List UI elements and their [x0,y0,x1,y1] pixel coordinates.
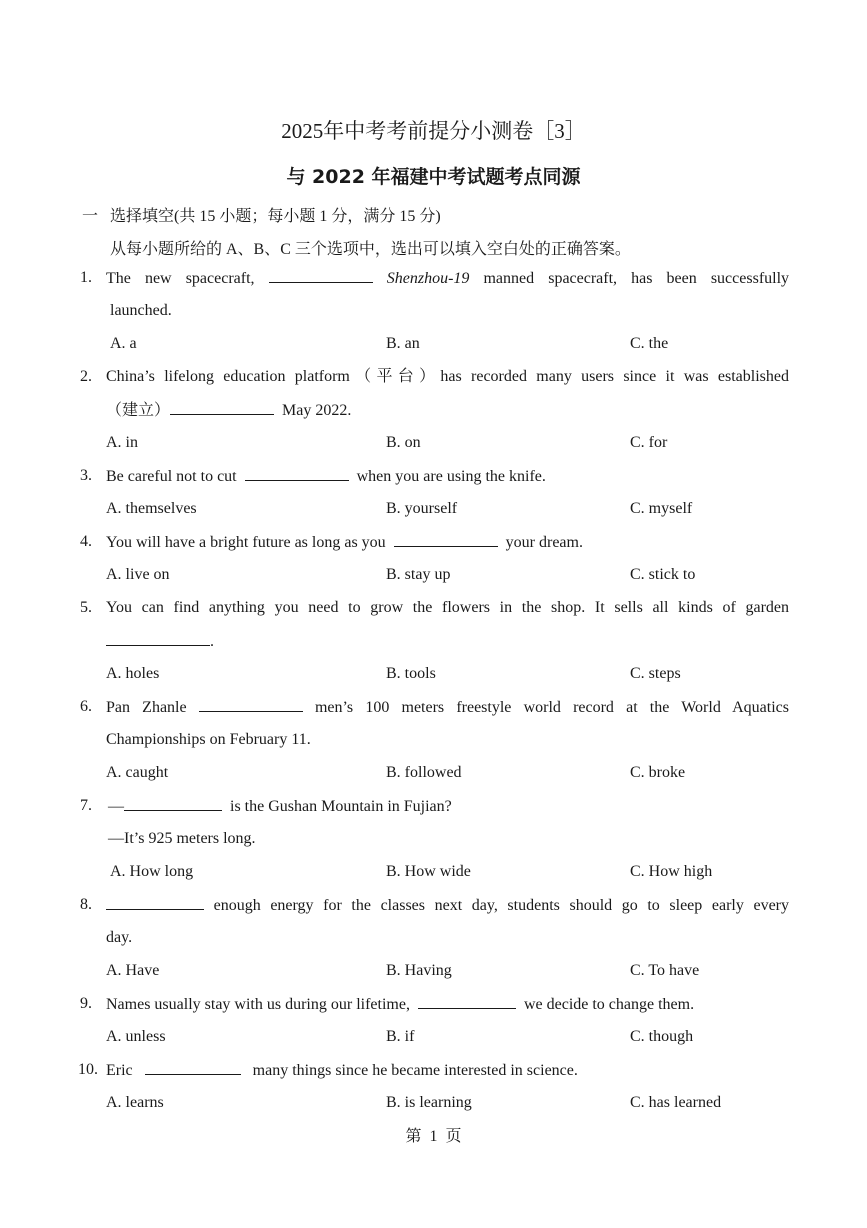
option-a[interactable]: A. caught [106,764,169,781]
question-number: 9. [80,995,92,1012]
question-5 [0,596,867,620]
answer-blank[interactable] [394,530,498,547]
option-c[interactable]: C. To have [630,962,700,979]
question-8-continued: day. [106,929,133,946]
question-10 [0,1058,867,1082]
question-text: Be careful not to cut when you are using the knife. [106,464,789,489]
question-text: Pan Zhanle men’s 100 meters freestyle world record at the World Aquatics [106,695,789,720]
question-1-continued: launched. [110,302,172,319]
answer-blank[interactable] [199,695,303,712]
question-number: 7. [80,797,92,814]
section-number: 一 [82,208,99,225]
question-4 [0,530,867,554]
question-7 [0,794,867,818]
section-heading [82,203,441,226]
question-number: 3. [80,467,92,484]
question-8 [0,893,867,917]
question-text: enough energy for the classes next day, students should go to sleep early every [106,893,789,918]
question-2 [0,365,867,389]
question-number: 4. [80,533,92,550]
question-10-options [0,1091,867,1115]
question-4-options [0,563,867,587]
option-c[interactable]: C. for [630,434,668,451]
question-2-continued: （建立） May 2022. [0,398,867,422]
option-a[interactable]: A. How long [110,863,194,880]
option-b[interactable]: B. How wide [386,863,471,880]
question-6 [0,695,867,719]
answer-blank[interactable] [170,398,274,415]
question-6-options [0,761,867,785]
option-b[interactable]: B. is learning [386,1094,472,1111]
page-number: 1 [429,1128,438,1145]
question-2-options [0,431,867,455]
option-c[interactable]: C. though [630,1028,694,1045]
option-a[interactable]: A. unless [106,1028,166,1045]
question-number: 5. [80,599,92,616]
question-number: 8. [80,896,92,913]
option-b[interactable]: B. if [386,1028,415,1045]
option-c[interactable]: C. has learned [630,1094,722,1111]
question-9-options [0,1025,867,1049]
question-text: Eric many things since he became interested in science. [106,1058,789,1083]
option-a[interactable]: A. learns [106,1094,164,1111]
exam-subtitle: 与 2022 年福建中考试题考点同源 [286,166,581,188]
option-c[interactable]: C. stick to [630,566,696,583]
option-a[interactable]: A. a [110,335,137,352]
option-a[interactable]: A. live on [106,566,170,583]
question-text: China’s lifelong education platform（平台）has recorded many users since it was established [106,368,789,385]
option-a[interactable]: A. holes [106,665,160,682]
option-b[interactable]: B. on [386,434,421,451]
option-c[interactable]: C. steps [630,665,681,682]
page-footer: 第 1 页 [405,1128,462,1145]
option-b[interactable]: B. yourself [386,500,458,517]
question-number: 10. [78,1061,98,1078]
option-b[interactable]: B. tools [386,665,436,682]
question-number: 6. [80,698,92,715]
option-c[interactable]: C. the [630,335,669,352]
question-text: Names usually stay with us during our lifetime, we decide to change them. [106,992,789,1017]
question-9 [0,992,867,1016]
question-number: 2. [80,368,92,385]
option-b[interactable]: B. stay up [386,566,451,583]
option-c[interactable]: C. broke [630,764,686,781]
question-3 [0,464,867,488]
option-b[interactable]: B. Having [386,962,452,979]
option-c[interactable]: C. myself [630,500,693,517]
question-number: 1. [80,269,92,286]
section-instruction: 从每小题所给的 A、B、C 三个选项中，选出可以填入空白处的正确答案。 [110,241,631,258]
answer-blank[interactable] [245,464,349,481]
answer-blank[interactable] [106,629,210,646]
question-6-continued: Championships on February 11. [106,731,311,748]
answer-blank[interactable] [124,794,222,811]
question-8-options [0,959,867,983]
option-a[interactable]: A. Have [106,962,160,979]
option-c[interactable]: C. How high [630,863,713,880]
question-5-options [0,662,867,686]
answer-blank[interactable] [269,266,373,283]
question-text: You can find anything you need to grow the flowers in the shop. It sells all kinds of garden [106,599,789,616]
question-1-options [0,332,867,356]
answer-blank[interactable] [418,992,516,1009]
option-a[interactable]: A. in [106,434,138,451]
question-text: The new spacecraft, Shenzhou-19 manned spacecraft, has been successfully [106,266,789,291]
option-a[interactable]: A. themselves [106,500,197,517]
answer-blank[interactable] [106,893,204,910]
option-b[interactable]: B. an [386,335,420,352]
section-title: 选择填空(共 15 小题；每小题 1 分，满分 15 分) [110,208,441,225]
question-text: — is the Gushan Mountain in Fujian? [108,794,789,819]
question-3-options [0,497,867,521]
exam-title: 2025年中考考前提分小测卷［3］ [281,119,586,143]
option-b[interactable]: B. followed [386,764,462,781]
answer-blank[interactable] [145,1058,241,1075]
question-7-options [0,860,867,884]
question-text: You will have a bright future as long as you your dream. [106,530,789,555]
question-7-reply: —It’s 925 meters long. [108,830,256,847]
question-1 [0,266,867,290]
question-5-continued: . [0,629,867,653]
